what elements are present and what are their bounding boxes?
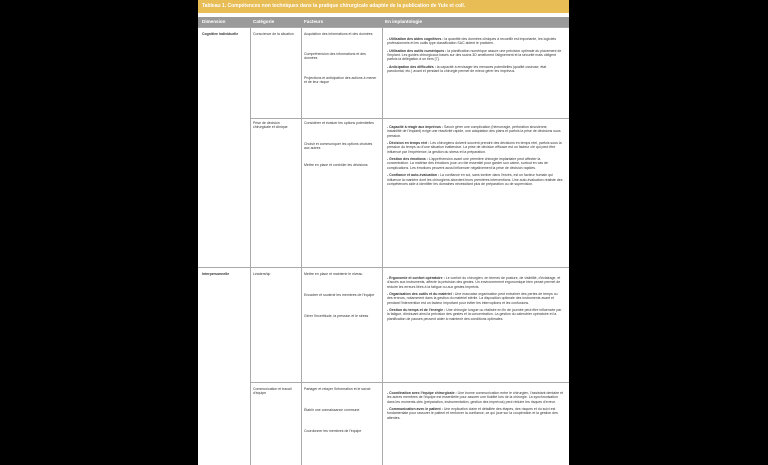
facteur-item: Choisir et communiquer les options choisies aux autres — [304, 142, 373, 151]
impl-label: - Gestion des émotions : — [387, 157, 428, 162]
impl-label: - Ergonomie et confort opératoire : — [387, 276, 445, 280]
impl-label: - Utilisation des aides cognitives : — [387, 37, 444, 41]
column-divider — [250, 27, 251, 465]
impl-text: Une chirurgie longue ou réalisée en fin de journée peut être influencée par la fatigue, diminuant ainsi la précision des gestes et la concentration. La gestion du calendrier opératoire et la planification de pauses peuvent aider à maintenir des conditions optimales. — [387, 308, 562, 321]
impl-point — [387, 141, 563, 154]
impl-text: Une bonne communication entre le chirurgien, l'assistant dentaire et les autres membres de l'équipe est essentielle pour assurer une fluidité lors de la chirurgie. La synchronisation dans les moments-clés (préparation, instrumentation, gestion des imprévus) peut réduire les risques d'erreur. — [387, 391, 564, 404]
row-divider — [250, 118, 569, 119]
header-dimension: Dimension — [202, 19, 226, 24]
facteur-item: Projections et anticipation des actions à mener et de leur risque — [304, 76, 377, 85]
column-divider — [301, 27, 302, 465]
impl-label: - Coordination avec l'équipe chirurgicale : — [387, 391, 457, 395]
categorie-cell: Prise de décision chirurgicale et clinique — [253, 121, 288, 130]
impl-point — [387, 407, 563, 420]
impl-label: - Décision en temps réel : — [387, 141, 430, 146]
implantologie-cell — [387, 276, 563, 324]
impl-text: Le confort du chirurgien, en termes de posture, de visibilité, d'éclairage, et d'accès aux instruments, affecte la précision des gestes. Un environnement ergonomique bien pensé permet de réduire les erreurs liées à la fatigue ou aux gestes imprécis. — [387, 276, 561, 289]
document-page — [198, 0, 569, 465]
impl-point — [387, 292, 563, 305]
impl-point — [387, 49, 563, 62]
impl-text: La confiance en soi, sans tomber dans l'excès, est un facteur humain qui influence la manière dont les chirurgiens abordent leurs premières interventions. Une auto-évaluation réaliste des compétences aide à identifier les domaines nécessitant plus de préparation ou de supervision. — [387, 173, 563, 186]
header-categorie: Catégorie — [253, 19, 275, 24]
impl-label: - Anticipation des difficultés : — [387, 64, 436, 69]
column-divider — [382, 27, 383, 465]
facteur-item: Considérer et évaluer les options potentielles — [304, 121, 374, 125]
impl-text: L'appréhension avant une première chirurgie implantaire peut affecter la concentration. La maîtrise des émotions joue un rôle essentiel pour garder son calme, surtout en cas de complications. Les émotions peuvent aussi influencer négativement la prise de décision rapides. — [387, 157, 548, 170]
impl-point — [387, 157, 563, 170]
impl-label: - Organisation des outils et du matériel : — [387, 292, 454, 297]
implantologie-cell — [387, 37, 563, 77]
implantologie-cell — [387, 391, 563, 423]
impl-text: Une explication claire et détaillée des étapes, des risques et du suivi est fondamentale pour rassurer le patient et renforcer la confiance, ce qui joue sur la coopération et la gestion des attentes. — [387, 407, 558, 420]
impl-text: la capacité à envisager les menaces potentielles (qualité osseuse, état parodontal, etc.) avant et pendant la chirurgie permet de mieux gérer les imprévus. — [387, 64, 547, 74]
impl-text: la planification numérique assure une précision optimale du placement de l'implant. Les guides chirurgicaux basés sur des scans 3D améliorent l'alignement et la sécurité mais obligent parfois la délégation à un tiers [7]. — [387, 48, 562, 62]
row-divider — [198, 267, 569, 268]
categorie-cell: Leadership — [253, 272, 271, 276]
impl-label: - Confiance et auto-évaluation : — [387, 173, 440, 178]
facteur-item: Acquisition des informations et des données — [304, 32, 373, 36]
impl-label: - Capacité à réagir aux imprévus : — [387, 125, 444, 129]
facteur-item: Mettre en place et contrôler les décisions — [304, 163, 368, 167]
impl-point — [387, 308, 563, 321]
impl-point — [387, 37, 563, 46]
facteur-item: Établir une connaissance commune — [304, 408, 360, 412]
row-divider — [250, 382, 569, 383]
facteur-item: Partager et relayer l'information et le savoir — [304, 387, 371, 391]
header-facteurs: Facteurs — [304, 19, 324, 24]
impl-point — [387, 125, 563, 138]
impl-label: - Communication avec le patient : — [387, 407, 443, 412]
impl-text: Savoir gérer une complication (hémorragie, perforation sinusienne, instabilité de l'implant) exige une réactivité rapide, une adaptation des plans et parfois la prise de décisions sous pression. — [387, 125, 561, 138]
categorie-cell: Conscience de la situation — [253, 32, 294, 36]
categorie-cell: Communication et travail d'équipe — [253, 387, 292, 396]
impl-point — [387, 65, 563, 74]
implantologie-cell — [387, 125, 563, 189]
facteur-item: Gérer l'incertitude, la pression et le stress — [304, 314, 369, 318]
facteur-item: Mettre en place et maintenir le niveau — [304, 272, 363, 276]
facteur-item: Encadrer et soutenir les membres de l'équipe — [304, 293, 375, 297]
impl-point — [387, 173, 563, 186]
facteur-item: Coordonner les membres de l'équipe — [304, 429, 362, 433]
dimension-cell: Cognitive individuelle — [202, 32, 239, 36]
header-implantologie: En implantologie — [385, 19, 423, 24]
impl-point — [387, 276, 563, 289]
table-caption: Tableau 1. Compétences non techniques dans la pratique chirurgicale adaptée de la publication de Yule et coll. — [198, 0, 569, 13]
impl-text: la quantité des données cliniques à recueillir est importante, les logiciels professionnels et les outils type classification SAC aident le praticien. — [387, 37, 557, 46]
impl-text: Les chirurgiens doivent souvent prendre des décisions en temps réel, parfois sous la pression du temps ou d'une situation inattendue. La prise de décision efficace est un facteur clé qui peut être influencé par l'expérience, la gestion du stress et la préparation. — [387, 141, 562, 154]
row-divider — [198, 27, 569, 28]
impl-label: - Gestion du temps et de l'énergie : — [387, 308, 446, 313]
dimension-cell: Interpersonnelle — [202, 272, 230, 276]
impl-text: Une mauvaise organisation peut entraîner des pertes de temps ou des erreurs, notamment dans la gestion du matériel stérile. La disposition optimale des instruments avant et pendant l'intervention est un facteur important pour éviter les interruptions et les confusions. — [387, 292, 558, 305]
impl-label: - Utilisation des outils numériques : — [387, 48, 447, 53]
table-header — [198, 17, 569, 27]
impl-point — [387, 391, 563, 404]
facteur-item: Compréhension des informations et des données — [304, 52, 366, 61]
